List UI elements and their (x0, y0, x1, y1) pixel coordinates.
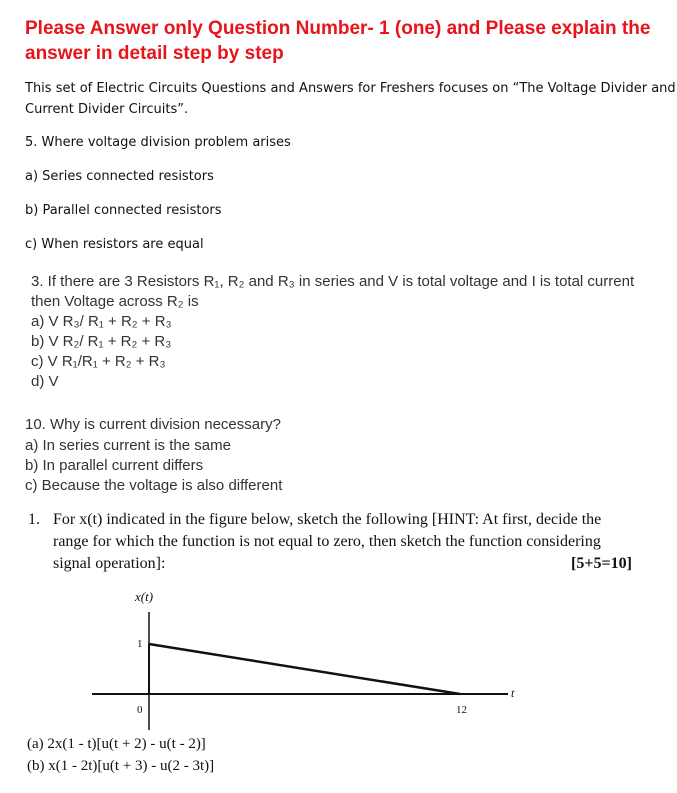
intro-line-1: This set of Electric Circuits Questions and Answers for Freshers focuses on “The Voltage Divider and (25, 81, 676, 96)
q1-number: 1. (28, 511, 40, 528)
header-line-1: Please Answer only Question Number- 1 (one) and Please explain the (25, 18, 651, 39)
q1-part-a: (a) 2x(1 - t)[u(t + 2) - u(t - 2)] (27, 736, 206, 752)
q1-line-3: signal operation]: (53, 555, 166, 572)
intro-line-2: Current Divider Circuits”. (25, 102, 189, 117)
q3-option: c) V R₁/R₁ + R₂ + R₃ (31, 353, 166, 370)
x-tick-label: 12 (456, 704, 467, 716)
q1-line-2: range for which the function is not equal to zero, then sketch the function considering (53, 533, 601, 550)
signal-ramp (149, 644, 460, 694)
q3-option: a) V R₃/ R₁ + R₂ + R₃ (31, 313, 172, 330)
y-tick-label: 1 (137, 638, 143, 650)
q10-question: 10. Why is current division necessary? (25, 416, 281, 433)
q5-question: 5. Where voltage division problem arises (25, 135, 291, 150)
x-tick-label: 0 (137, 704, 143, 716)
q5-option: b) Parallel connected resistors (25, 203, 222, 218)
q5-option: c) When resistors are equal (25, 237, 204, 252)
q1-line-1: For x(t) indicated in the figure below, sketch the following [HINT: At first, decide the (53, 511, 602, 528)
signal-plot (0, 570, 677, 730)
header-line-2: answer in detail step by step (25, 43, 284, 64)
y-axis-label: x(t) (135, 589, 154, 604)
q10-option: a) In series current is the same (25, 437, 231, 454)
x-axis-label: t (511, 686, 515, 700)
q3-line-1: 3. If there are 3 Resistors R₁, R₂ and R₃ in series and V is total voltage and I is total current (31, 273, 635, 290)
q3-line-2: then Voltage across R₂ is (31, 293, 199, 310)
q3-option: b) V R₂/ R₁ + R₂ + R₃ (31, 333, 172, 350)
q3-option: d) V (31, 373, 59, 390)
q10-option: b) In parallel current differs (25, 457, 204, 474)
q1-part-b: (b) x(1 - 2t)[u(t + 3) - u(2 - 3t)] (27, 758, 215, 774)
q10-option: c) Because the voltage is also different (25, 477, 283, 494)
q1-marks: [5+5=10] (571, 555, 632, 572)
q5-option: a) Series connected resistors (25, 169, 214, 184)
